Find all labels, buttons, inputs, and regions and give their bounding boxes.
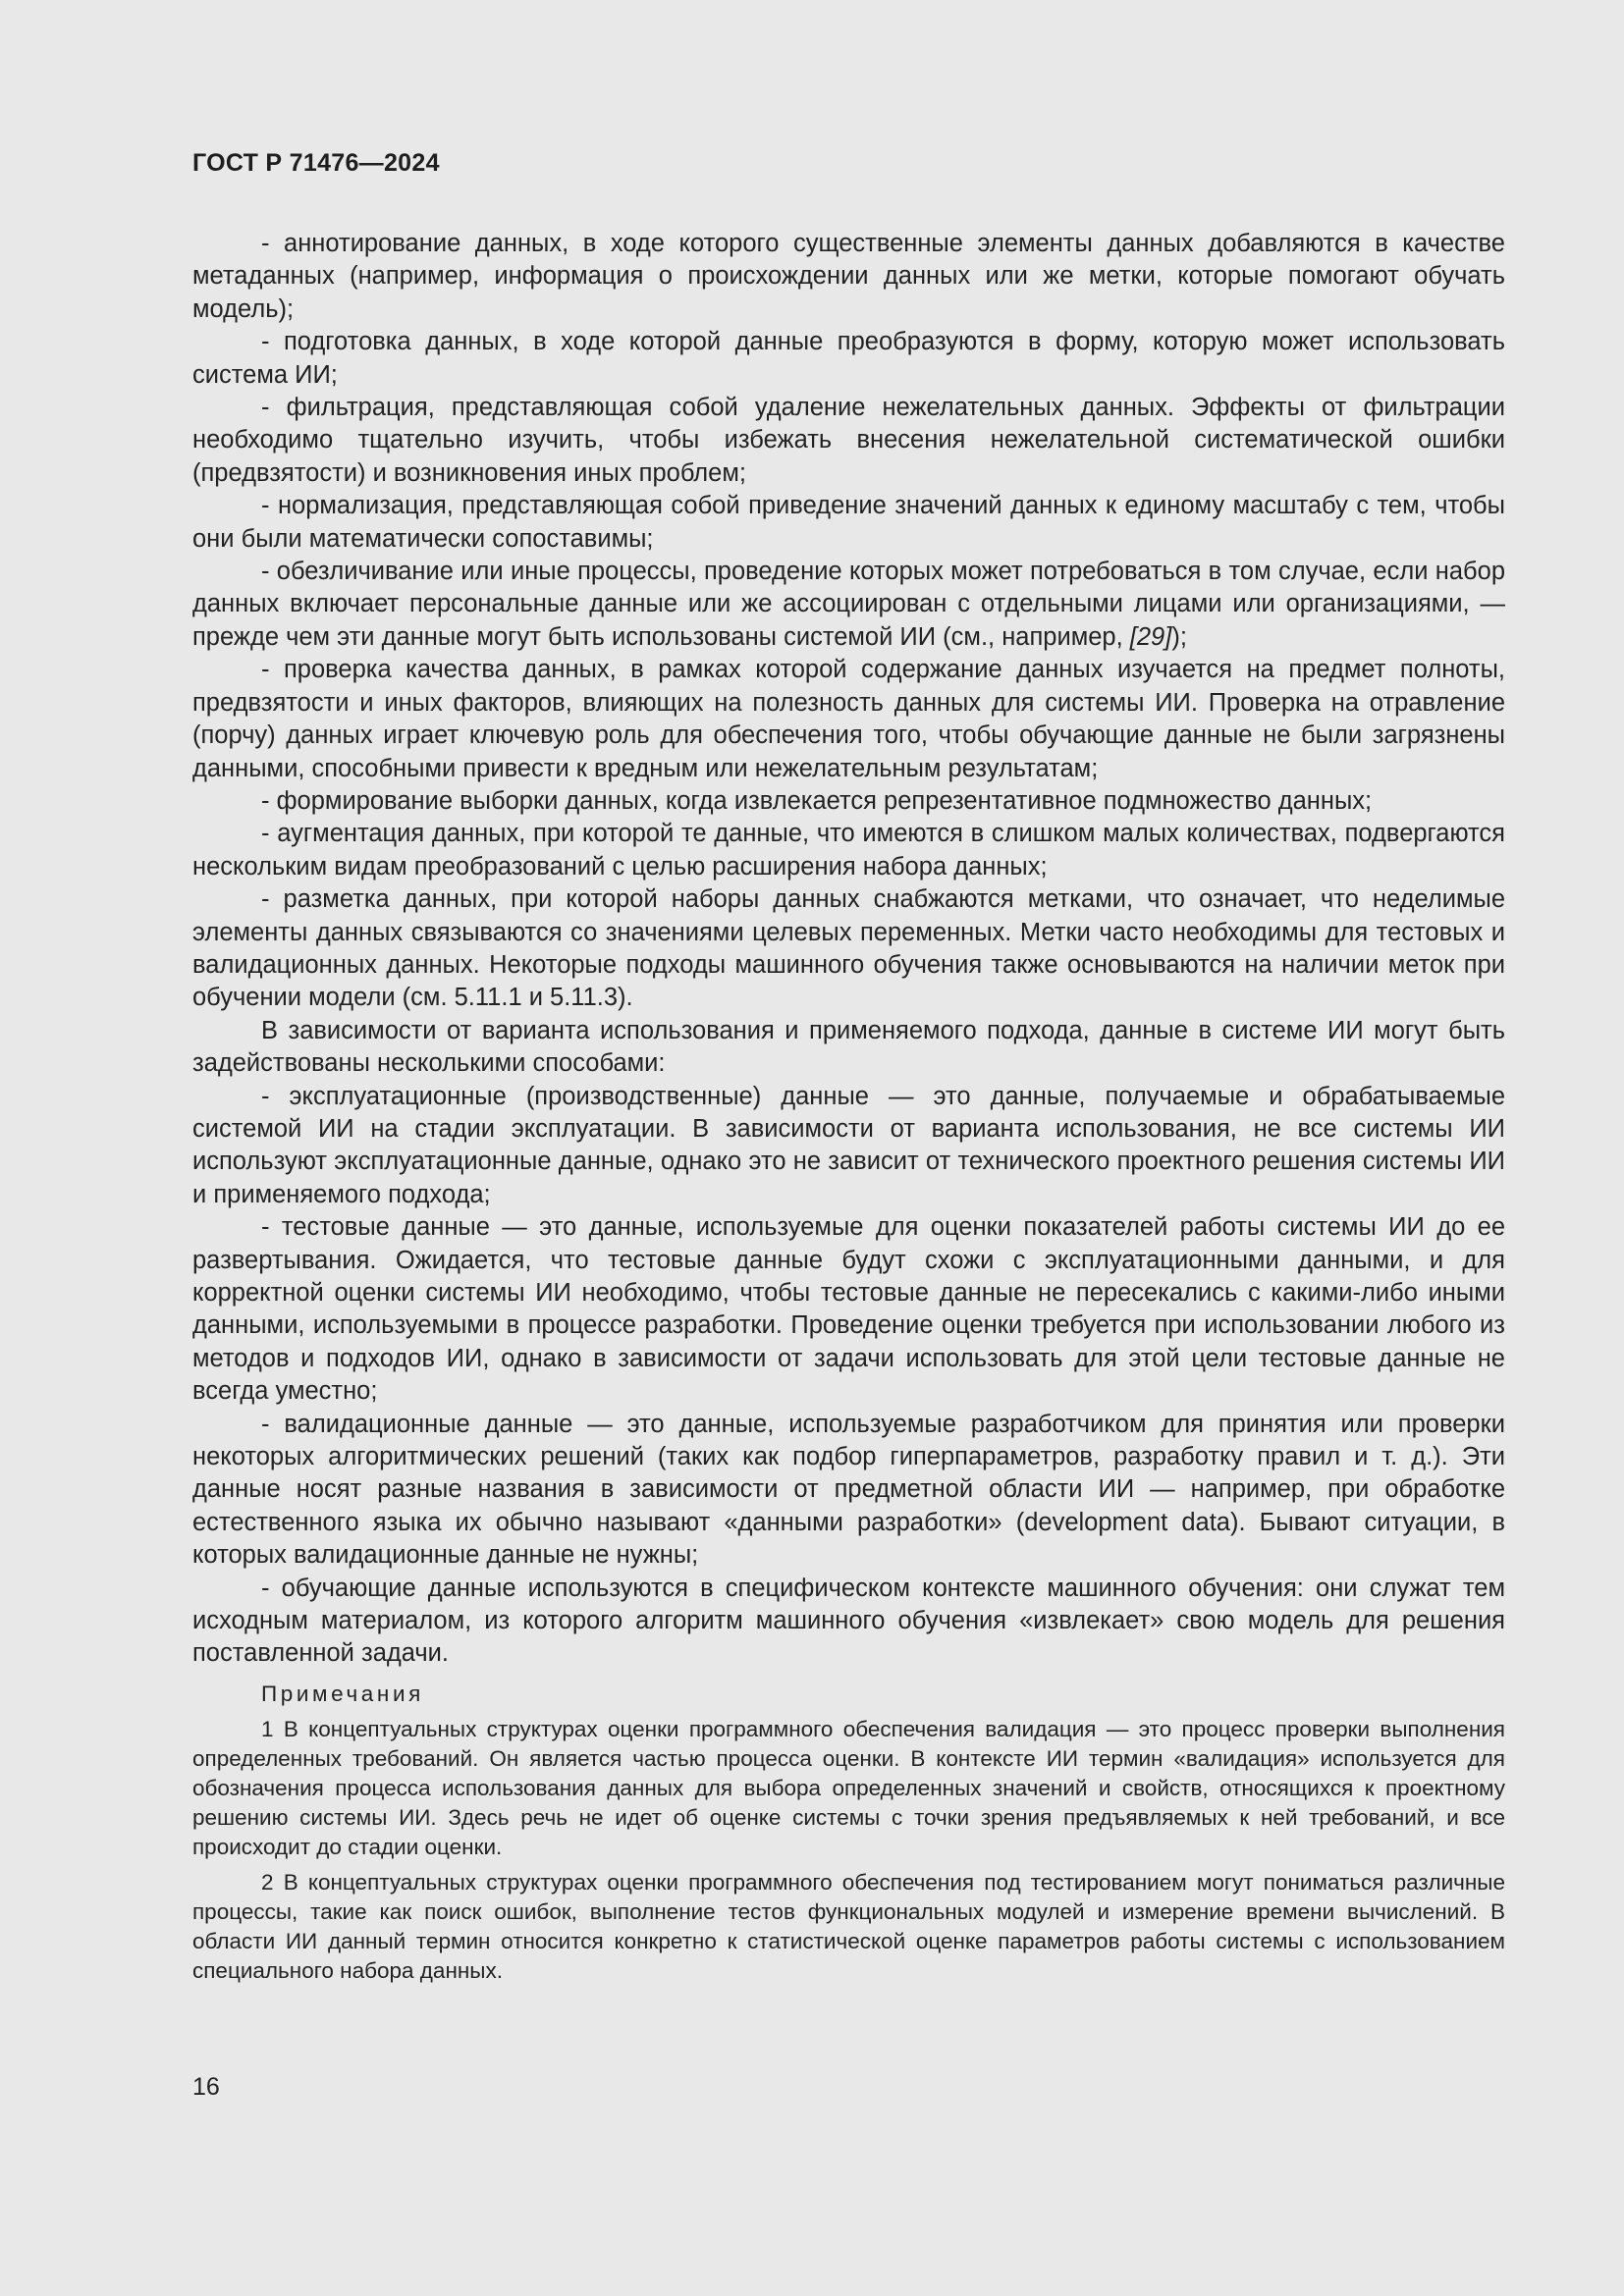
- bibliography-reference: [29]: [1129, 622, 1172, 651]
- paragraph: - проверка качества данных, в рамках которой содержание данных изучается на предмет полноты, предвзятости и иных факторов, влияющих на полезность данных для системы ИИ. Проверка на отравление (порчу) данных играет ключевую роль для обеспечения того, чтобы обучающие данные не были загрязнены данными, способными привести к вредным или нежелательным результатам;: [192, 656, 1505, 782]
- paragraph-tail: );: [1171, 622, 1187, 651]
- paragraph: - аугментация данных, при которой те данные, что имеются в слишком малых количествах, подвергаются нескольким видам преобразований с целью расширения набора данных;: [192, 820, 1505, 881]
- paragraph: - тестовые данные — это данные, используемые для оценки показателей работы системы ИИ до ее развертывания. Ожидается, что тестовые данные будут схожи с эксплуатационными данными, и для корректной оценки системы ИИ необходимо, чтобы тестовые данные не пересекались с какими-либо иными данными, используемыми в процессе разработки. Проведение оценки требуется при использовании любого из методов и подходов ИИ, однако в зависимости от задачи использовать для этой цели тестовые данные не всегда уместно;: [192, 1213, 1505, 1406]
- paragraph: - подготовка данных, в ходе которой данные преобразуются в форму, которую может использовать система ИИ;: [192, 328, 1505, 389]
- paragraph: - эксплуатационные (производственные) данные — это данные, получаемые и обрабатываемые системой ИИ на стадии эксплуатации. В зависимости от варианта использования, не все системы ИИ используют эксплуатационные данные, однако это не зависит от технического проектного решения системы ИИ и применяемого подхода;: [192, 1082, 1505, 1208]
- paragraph: - валидационные данные — это данные, используемые разработчиком для принятия или проверки некоторых алгоритмических решений (таких как подбор гиперпараметров, разработку правил и т. д.). Эти данные носят разные названия в зависимости от предметной области ИИ — например, при обработке естественного языка их обычно называют «данными разработки» (development data). Бывают ситуации, в которых валидационные данные не нужны;: [192, 1410, 1505, 1570]
- main-text: [192, 228, 1505, 1671]
- note-item: 1 В концептуальных структурах оценки программного обеспечения валидация — это процесс проверки выполнения определенных требований. Он является частью процесса оценки. В контексте ИИ термин «валидация» используется для обозначения процесса использования данных для выбора определенных значений и свойств, относящихся к проектному решению системы ИИ. Здесь речь не идет об оценке системы с точки зрения предъявляемых к ней требований, и все происходит до стадии оценки.: [192, 1717, 1505, 1859]
- paragraph: - аннотирование данных, в ходе которого существенные элементы данных добавляются в качестве метаданных (например, информация о происхождении данных или же метки, которые помогают обучать модель);: [192, 230, 1505, 323]
- page-number: 16: [192, 2073, 220, 2101]
- paragraph-text: - обезличивание или иные процессы, проведение которых может потребоваться в том случае, если набор данных включает персональные данные или же ассоциирован с отдельными лицами или организациями, — прежде чем эти данные могут быть использованы системой ИИ (см., например,: [192, 558, 1505, 651]
- paragraph: [192, 556, 1505, 654]
- paragraph: В зависимости от варианта использования и применяемого подхода, данные в системе ИИ могут быть задействованы несколькими способами:: [192, 1016, 1505, 1078]
- paragraph: - обучающие данные используются в специфическом контексте машинного обучения: они служат тем исходным материалом, из которого алгоритм машинного обучения «извлекает» свою модель для решения поставленной задачи.: [192, 1574, 1505, 1668]
- paragraph: - формирование выборки данных, когда извлекается репрезентативное подмножество данных;: [261, 786, 1373, 815]
- notes-title: Примечания: [261, 1682, 424, 1706]
- paragraph: - нормализация, представляющая собой приведение значений данных к единому масштабу с тем, чтобы они были математически сопоставимы;: [192, 492, 1505, 553]
- paragraph: - разметка данных, при которой наборы данных снабжаются метками, что означает, что неделимые элементы данных связываются со значениями целевых переменных. Метки часто необходимы для тестовых и валидационных данных. Некоторые подходы машинного обучения также основываются на наличии меток при обучении модели (см. 5.11.1 и 5.11.3).: [192, 885, 1505, 1012]
- note-item: 2 В концептуальных структурах оценки программного обеспечения под тестированием могут пониматься различные процессы, такие как поиск ошибок, выполнение тестов функциональных модулей и измерение времени вычислений. В области ИИ данный термин относится конкретно к статистической оценке параметров работы системы с использованием специального набора данных.: [192, 1870, 1505, 1983]
- notes-section: [192, 1680, 1505, 1992]
- paragraph: - фильтрация, представляющая собой удаление нежелательных данных. Эффекты от фильтрации необходимо тщательно изучить, чтобы избежать внесения нежелательной систематической ошибки (предвзятости) и возникновения иных проблем;: [192, 394, 1505, 487]
- standard-designation: ГОСТ Р 71476—2024: [192, 149, 440, 177]
